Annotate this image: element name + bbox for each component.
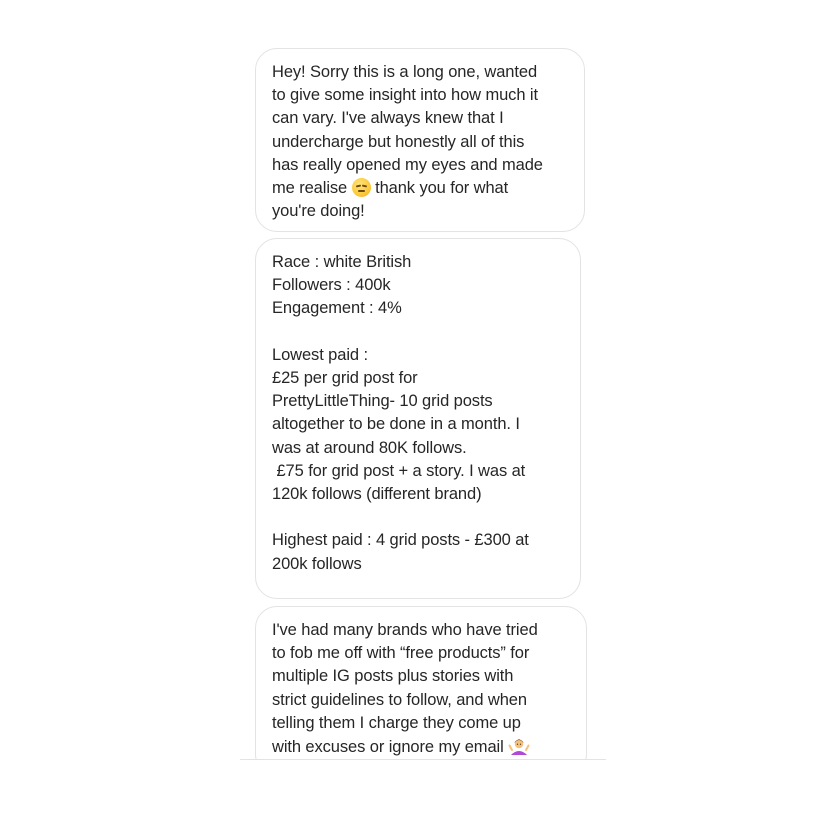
message-bubble-2[interactable] bbox=[255, 238, 581, 599]
message-bubble-1[interactable] bbox=[255, 48, 585, 232]
message-line: can vary. I've always knew that I bbox=[272, 109, 504, 128]
viewport-bottom-edge bbox=[240, 760, 606, 822]
message-text: thank you for what bbox=[375, 179, 509, 198]
message-line: was at around 80K follows. bbox=[272, 438, 467, 457]
message-line: altogether to be done in a month. I bbox=[272, 415, 520, 434]
message-line: undercharge but honestly all of this bbox=[272, 132, 525, 151]
message-line: telling them I charge they come up bbox=[272, 713, 521, 732]
person-shrugging-icon bbox=[508, 735, 530, 757]
message-line: Race : white British bbox=[272, 253, 412, 271]
message-line: you're doing! bbox=[272, 202, 365, 221]
message-line: Followers : 400k bbox=[272, 276, 391, 295]
message-line: 120k follows (different brand) bbox=[272, 485, 482, 504]
message-line-with-emoji bbox=[272, 177, 568, 200]
paragraph-gap bbox=[272, 321, 564, 344]
message-line: 200k follows bbox=[272, 554, 362, 573]
message-line: £25 per grid post for bbox=[272, 369, 418, 387]
message-line: Hey! Sorry this is a long one, wanted bbox=[272, 63, 538, 81]
message-bubble-3[interactable] bbox=[255, 606, 587, 776]
message-line-with-emoji bbox=[272, 735, 570, 759]
message-line: £75 for grid post + a story. I was at bbox=[272, 461, 526, 480]
message-line: Highest paid : 4 grid posts - £300 at bbox=[272, 531, 529, 550]
message-line: I've had many brands who have tried bbox=[272, 621, 538, 639]
message-line: PrettyLittleThing- 10 grid posts bbox=[272, 392, 493, 411]
message-text: with excuses or ignore my email bbox=[272, 738, 504, 757]
message-line: strict guidelines to follow, and when bbox=[272, 690, 527, 709]
message-text: me realise bbox=[272, 179, 348, 198]
message-line: Engagement : 4% bbox=[272, 299, 402, 318]
message-line: has really opened my eyes and made bbox=[272, 155, 543, 174]
message-line: multiple IG posts plus stories with bbox=[272, 667, 514, 686]
message-line: Lowest paid : bbox=[272, 345, 368, 364]
message-line: to fob me off with “free products” for bbox=[272, 644, 530, 663]
flushed-face-icon bbox=[352, 178, 371, 197]
message-line: to give some insight into how much it bbox=[272, 86, 538, 105]
paragraph-gap bbox=[272, 506, 564, 529]
